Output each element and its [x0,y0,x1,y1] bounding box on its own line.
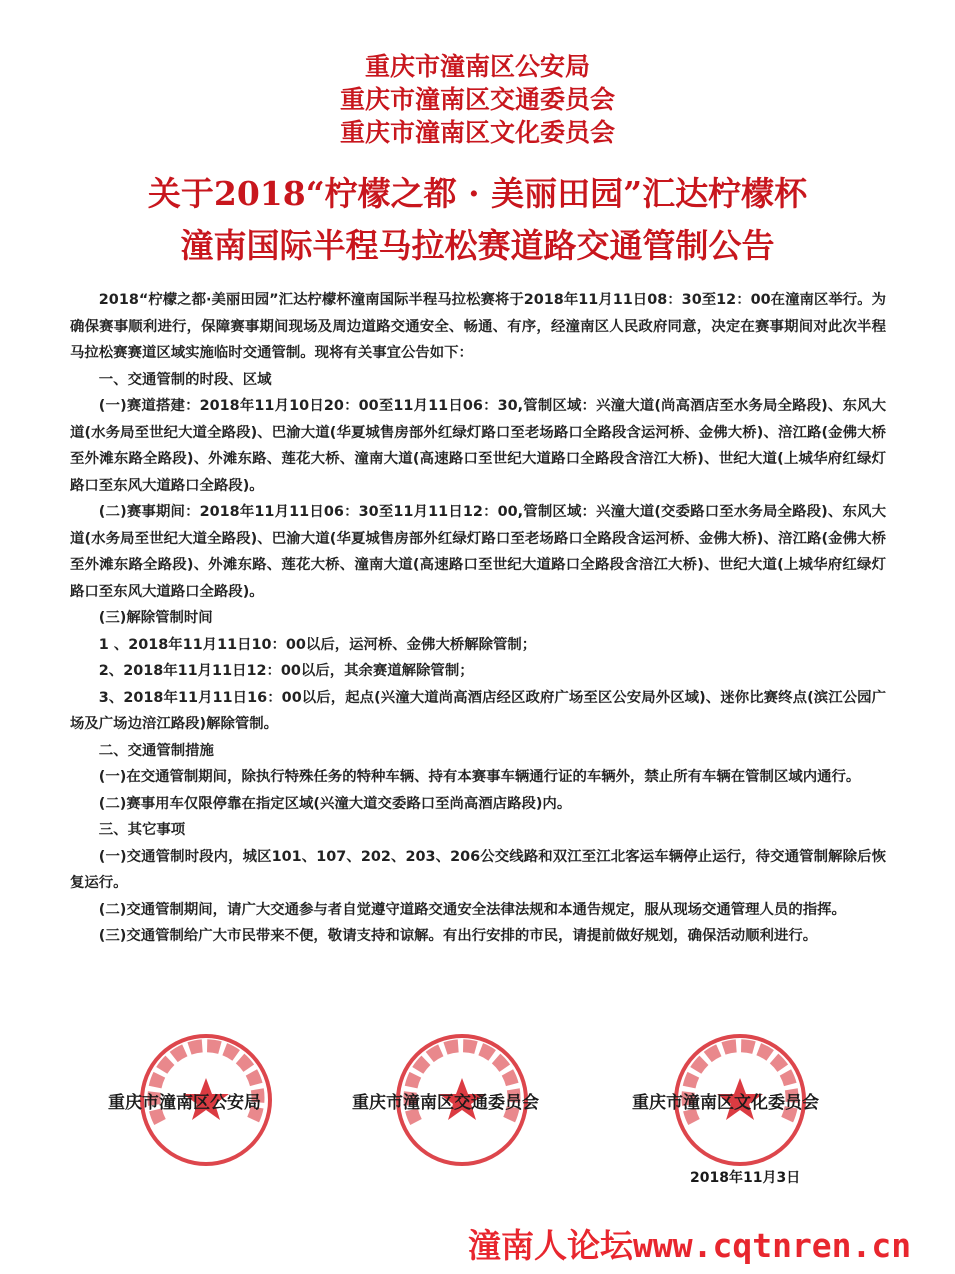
section-heading-3: 三、其它事项 [98,822,186,838]
paragraph-3-1: (一)交通管制时段内，城区101、107、202、203、206公交线路和双江至江北客运车辆停止运行，待交通管制解除后恢复运行。 [70,848,886,891]
notice-date: 2018年11月3日 [690,1170,801,1186]
paragraph-2-1: (一)在交通管制期间，除执行特殊任务的特种车辆、持有本赛事车辆通行证的车辆外，禁止所有车辆在管制区域内通行。 [98,769,861,785]
signature-public-security: 重庆市潼南区公安局 [108,1093,261,1113]
section-heading-1: 一、交通管制的时段、区域 [98,371,272,388]
signature-culture: 重庆市潼南区文化委员会 [632,1093,819,1113]
signature-transport: 重庆市潼南区交通委员会 [352,1093,539,1113]
issuer-culture: 重庆市潼南区文化委员会 [339,118,615,147]
release-item-1: 1 、2018年11月11日10：00以后，运河桥、金佛大桥解除管制； [98,636,537,653]
paragraph-2-2: (二)赛事用车仅限停靠在指定区域(兴潼大道交委路口至尚高酒店路段)内。 [98,795,572,812]
title-line-1: 关于2018“柠檬之都 · 美丽田园”汇达柠檬杯 [147,174,808,213]
paragraph-1-3: (三)解除管制时间 [98,610,213,626]
section-heading-2: 二、交通管制措施 [98,742,214,759]
release-item-2: 2、2018年11月11日12：00以后，其余赛道解除管制； [98,663,474,679]
issuer-transport: 重庆市潼南区交通委员会 [339,85,615,114]
notice-title [0,168,955,272]
issuer-public-security: 重庆市潼南区公安局 [364,52,590,81]
paragraph-1-1: (一)赛道搭建：2018年11月10日20：00至11月11日06：30,管制区域：兴潼大道(尚高酒店至水务局全路段)、东风大道(水务局至世纪大道全路段)、巴渝大道(华夏城售房部外红绿灯路口至老场路口全路段含运河桥、金佛大桥)、涪江路(金佛大桥至外滩东路全路段)、外滩东路、莲花大桥、潼南大道(高速路口至世纪大道路口全路段含涪江大桥)、世纪大道(上城华府红绿灯路口至东风大道路口全路段)。 [70,398,886,494]
issuing-authorities [0,50,955,149]
intro-paragraph: 2018“柠檬之都·美丽田园”汇达柠檬杯潼南国际半程马拉松赛将于2018年11月11日08：30至12：00在潼南区举行。为确保赛事顺利进行，保障赛事期间现场及周边道路交通安全、畅通、有序，经潼南区人民政府同意，决定在赛事期间对此次半程马拉松赛赛道区域实施临时交通管制。现将有关事宜公告如下： [70,292,886,361]
title-line-2: 潼南国际半程马拉松赛道路交通管制公告 [180,226,775,265]
paragraph-1-2: (二)赛事期间：2018年11月11日06：30至11月11日12：00,管制区域：兴潼大道(交委路口至水务局全路段)、东风大道(水务局至世纪大道全路段)、巴渝大道(华夏城售房部外红绿灯路口至老场路口全路段含运河桥、金佛大桥)、涪江路(金佛大桥至外滩东路全路段)、外滩东路、莲花大桥、潼南大道(高速路口至世纪大道路口全路段含涪江大桥)、世纪大道(上城华府红绿灯路口至东风大道路口全路段)。 [70,504,886,600]
footer-url: www.cqtnren.cn [633,1226,912,1265]
watermark-footer [468,1220,948,1270]
paragraph-3-3: (三)交通管制给广大市民带来不便，敬请支持和谅解。有出行安排的市民，请提前做好规划，确保活动顺利进行。 [98,928,818,944]
footer-site-name: 潼南人论坛 [468,1226,633,1265]
notice-body [70,287,886,950]
paragraph-3-2: (二)交通管制期间，请广大交通参与者自觉遵守道路交通安全法律法规和本通告规定，服从现场交通管理人员的指挥。 [98,901,846,918]
release-item-3: 3、2018年11月11日16：00以后，起点(兴潼大道尚高酒店经区政府广场至区公安局外区域)、迷你比赛终点(滨江公园广场及广场边涪江路段)解除管制。 [70,689,886,732]
